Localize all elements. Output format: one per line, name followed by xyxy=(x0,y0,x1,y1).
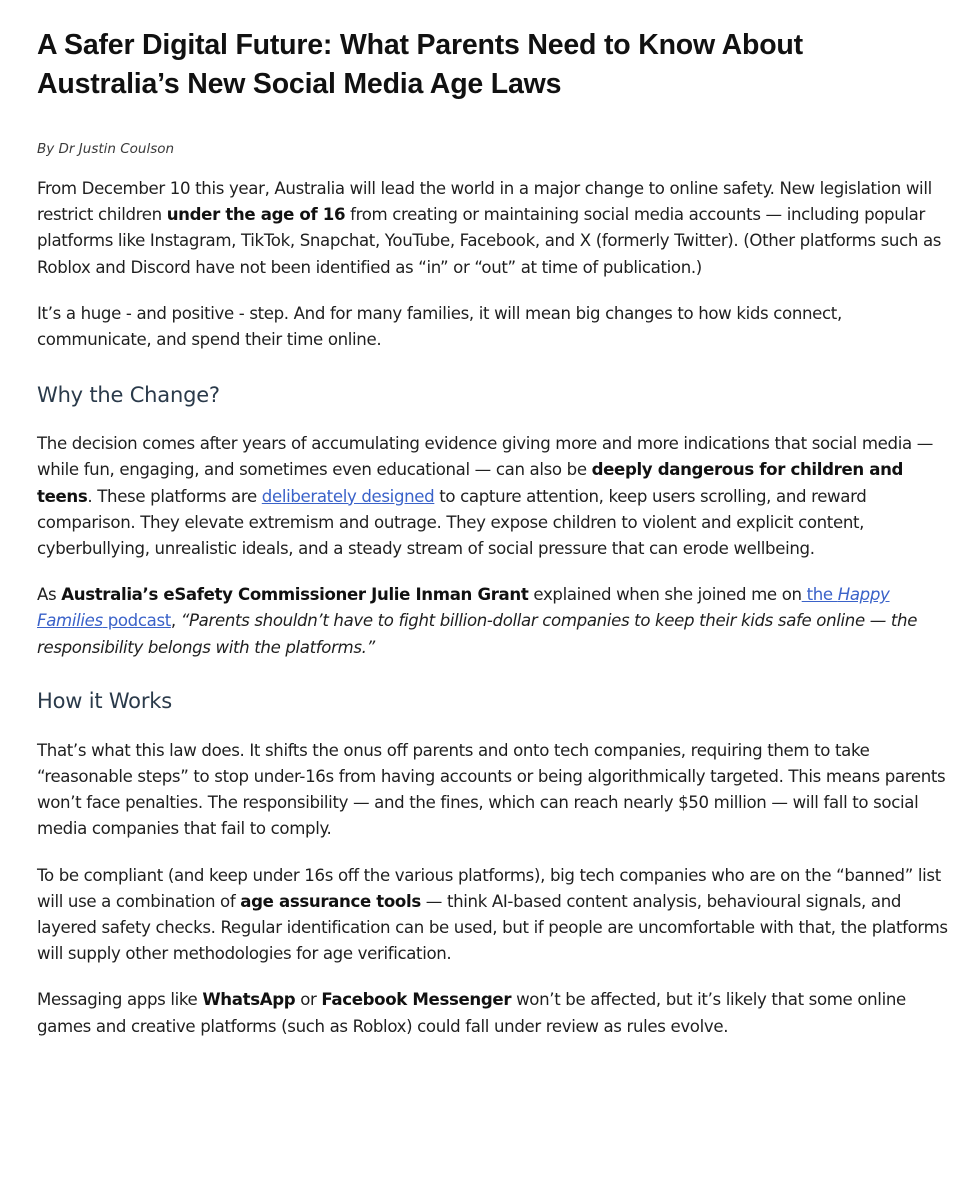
bold-text: age assurance tools xyxy=(240,891,421,911)
intro-paragraph-2: It’s a huge - and positive - step. And for many families, it will mean big changes to how kids connect, communicate, and spend their time online. xyxy=(37,303,842,350)
intro-paragraph-1 xyxy=(37,176,949,281)
text: To be compliant (and keep under 16s off the various platforms), big tech companies who are on the “banned” list will use a combination of xyxy=(37,865,941,911)
text: explained when she joined me on xyxy=(528,585,802,605)
section-heading-how: How it Works xyxy=(37,688,172,713)
article xyxy=(37,26,949,1040)
bold-text: deeply dangerous for children and teens xyxy=(37,460,904,506)
text: As xyxy=(37,585,62,605)
link-text: the xyxy=(801,585,838,605)
text: From December 10 this year, Australia will lead the world in a major change to online safety. New legislation will restrict children xyxy=(37,179,932,225)
bold-text: Australia’s eSafety Commissioner Julie Inman Grant xyxy=(61,585,529,605)
why-paragraph-2 xyxy=(37,582,949,661)
text: — think AI-based content analysis, behavioural signals, and layered safety checks. Regular identification can be used, but if people are uncomfortable with that, the platforms will supply other methodologies for age verification. xyxy=(37,891,948,964)
bold-text: Facebook Messenger xyxy=(321,990,512,1010)
why-paragraph-1 xyxy=(37,431,949,562)
text: . These platforms are xyxy=(87,486,262,506)
text: , xyxy=(170,611,181,631)
bold-text: WhatsApp xyxy=(202,990,296,1010)
text: won’t be affected, but it’s likely that some online games and creative platforms (such as Roblox) could fall under review as rules evolve. xyxy=(37,990,906,1036)
article-title: A Safer Digital Future: What Parents Need to Know About Australia’s New Social Media Age Laws xyxy=(37,29,803,100)
quote-text: “Parents shouldn’t have to fight billion-dollar companies to keep their kids safe online — the responsibility belongs with the platforms.” xyxy=(37,611,918,657)
link-text: podcast xyxy=(102,611,171,631)
link-italic-text: Happy Families xyxy=(37,585,890,631)
deliberately-designed-link[interactable]: deliberately designed xyxy=(261,486,435,506)
text: or xyxy=(295,990,322,1010)
text: Messaging apps like xyxy=(37,990,203,1010)
section-heading-why: Why the Change? xyxy=(37,383,220,408)
text: The decision comes after years of accumulating evidence giving more and more indications that social media — while fun, engaging, and sometimes even educational — can also be xyxy=(37,434,933,480)
article-byline: By Dr Justin Coulson xyxy=(37,141,175,157)
text: from creating or maintaining social media accounts — including popular platforms like Instagram, TikTok, Snapchat, YouTube, Facebook, and X (formerly Twitter). (Other platforms such as Roblox and Discord have not been identified as “in” or “out” at time of publication.) xyxy=(37,205,942,277)
bold-text: under the age of 16 xyxy=(166,205,346,225)
how-paragraph-2 xyxy=(37,863,949,968)
text: to capture attention, keep users scrolling, and reward comparison. They elevate extremism and outrage. They expose children to violent and explicit content, cyberbullying, unrealistic ideals, and a steady stream of social pressure that can erode wellbeing. xyxy=(37,486,867,559)
how-paragraph-3 xyxy=(37,987,949,1039)
how-paragraph-1: That’s what this law does. It shifts the onus off parents and onto tech companies, requiring them to take “reasonable steps” to stop under-16s from having accounts or being algorithmically targeted. This means parents won’t face penalties. The responsibility — and the fines, which can reach nearly $50 million — will fall to social media companies that fail to comply. xyxy=(37,740,946,839)
